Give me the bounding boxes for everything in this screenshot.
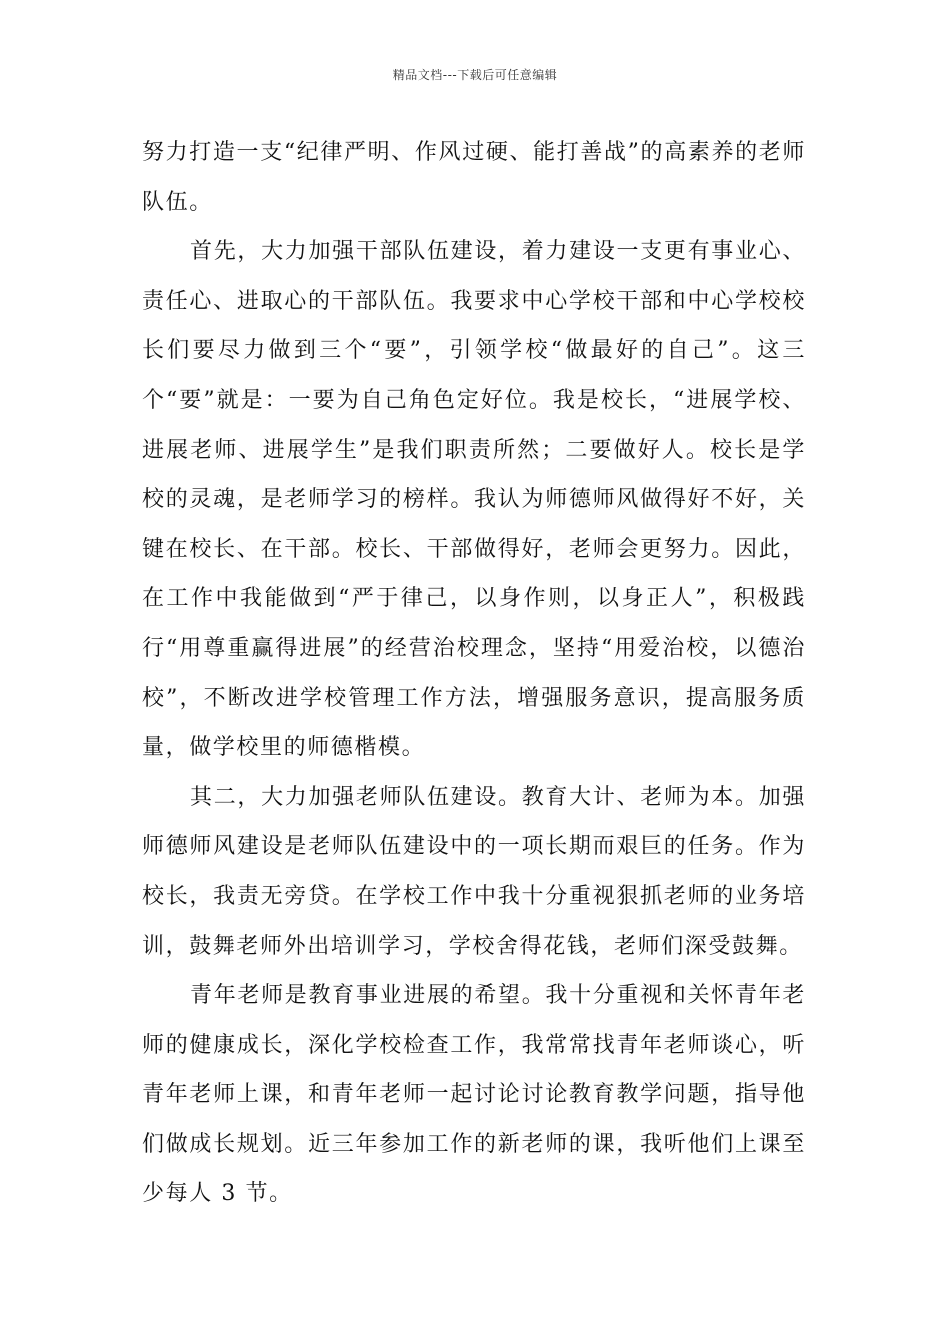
document-body <box>142 128 806 1219</box>
paragraph-continuation: 努力打造一支“纪律严明、作风过硬、能打善战”的高素养的老师队伍。 <box>142 140 806 215</box>
paragraph-cadre-team: 首先，大力加强干部队伍建设，着力建设一支更有事业心、责任心、进取心的干部队伍。我要求中心学校干部和中心学校校长们要尽力做到三个“要”，引领学校“做最好的自己”。这三个“要”就是：一要为自己角色定好位。我是校长，“进展学校、进展老师、进展学生”是我们职责所然；二要做好人。校长是学校的灵魂，是老师学习的榜样。我认为师德师风做得好不好，关键在校长、在干部。校长、干部做得好，老师会更努力。因此，在工作中我能做到“严于律己，以身作则，以身正人”，积极践行“用尊重赢得进展”的经营治校理念，坚持“用爱治校，以德治校”，不断改进学校管理工作方法，增强服务意识，提高服务质量，做学校里的师德楷模。 <box>142 239 806 761</box>
page-header: 精品文档---下载后可任意编辑 <box>392 68 558 82</box>
paragraph-young-teachers: 青年老师是教育事业进展的希望。我十分重视和关怀青年老师的健康成长，深化学校检查工作，我常常找青年老师谈心，听青年老师上课，和青年老师一起讨论讨论教育教学问题，指导他们做成长规划。近三年参加工作的新老师的课，我听他们上课至少每人 3 节。 <box>142 983 806 1207</box>
paragraph-teacher-team: 其二，大力加强老师队伍建设。教育大计、老师为本。加强师德师风建设是老师队伍建设中的一项长期而艰巨的任务。作为校长，我责无旁贷。在学校工作中我十分重视狠抓老师的业务培训，鼓舞老师外出培训学习，学校舍得花钱，老师们深受鼓舞。 <box>142 784 806 959</box>
